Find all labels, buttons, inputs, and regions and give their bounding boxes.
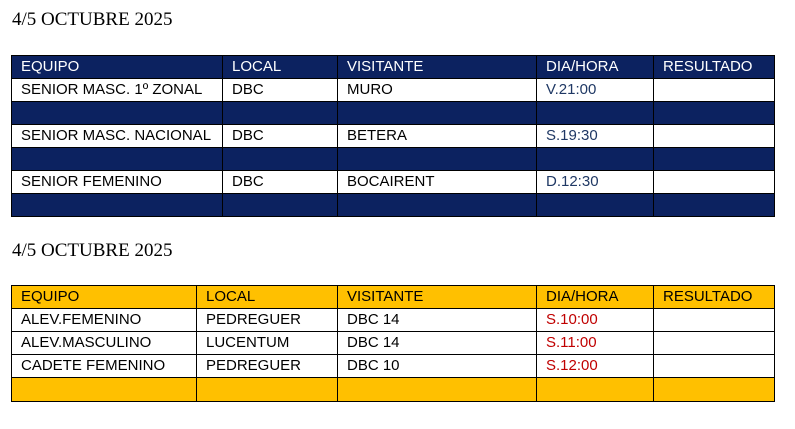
table-row: [12, 125, 775, 148]
cell-resultado: [654, 79, 775, 102]
column-header-resultado: RESULTADO: [654, 56, 775, 79]
separator-row: [12, 148, 775, 171]
cell-dia-hora: S.12:00: [537, 355, 654, 378]
cell-equipo: ALEV.FEMENINO: [12, 309, 197, 332]
table-row: [12, 309, 775, 332]
cell-local: DBC: [223, 79, 338, 102]
section-heading-1: 4/5 OCTUBRE 2025: [12, 9, 173, 30]
separator-row: [12, 102, 775, 125]
column-header-visitante: VISITANTE: [338, 56, 537, 79]
cell-local: PEDREGUER: [197, 355, 338, 378]
cell-local: DBC: [223, 125, 338, 148]
cell-dia-hora: S.10:00: [537, 309, 654, 332]
table-row: [12, 332, 775, 355]
column-header-dia-hora: DIA/HORA: [537, 286, 654, 309]
cell-equipo: ALEV.MASCULINO: [12, 332, 197, 355]
cell-visitante: DBC 10: [338, 355, 537, 378]
cell-visitante: DBC 14: [338, 309, 537, 332]
cell-local: PEDREGUER: [197, 309, 338, 332]
section-heading-2: 4/5 OCTUBRE 2025: [12, 240, 173, 261]
schedule-table-base: [11, 285, 775, 402]
table-row: [12, 79, 775, 102]
cell-dia-hora: S.19:30: [537, 125, 654, 148]
cell-equipo: SENIOR MASC. NACIONAL: [12, 125, 223, 148]
cell-dia-hora: D.12:30: [537, 171, 654, 194]
cell-resultado: [654, 125, 775, 148]
column-header-equipo: EQUIPO: [12, 56, 223, 79]
column-header-visitante: VISITANTE: [338, 286, 537, 309]
cell-dia-hora: S.11:00: [537, 332, 654, 355]
table-row: [12, 171, 775, 194]
table-row: [12, 355, 775, 378]
column-header-resultado: RESULTADO: [654, 286, 775, 309]
cell-resultado: [654, 355, 775, 378]
cell-equipo: SENIOR FEMENINO: [12, 171, 223, 194]
cell-local: DBC: [223, 171, 338, 194]
cell-equipo: CADETE FEMENINO: [12, 355, 197, 378]
cell-visitante: DBC 14: [338, 332, 537, 355]
column-header-equipo: EQUIPO: [12, 286, 197, 309]
cell-visitante: BOCAIRENT: [338, 171, 537, 194]
column-header-local: LOCAL: [197, 286, 338, 309]
separator-row: [12, 194, 775, 217]
separator-row: [12, 378, 775, 402]
cell-visitante: MURO: [338, 79, 537, 102]
cell-resultado: [654, 332, 775, 355]
cell-dia-hora: V.21:00: [537, 79, 654, 102]
cell-resultado: [654, 171, 775, 194]
cell-resultado: [654, 309, 775, 332]
table-header-row: [12, 286, 775, 309]
cell-local: LUCENTUM: [197, 332, 338, 355]
cell-equipo: SENIOR MASC. 1º ZONAL: [12, 79, 223, 102]
schedule-table-senior: [11, 55, 775, 217]
table-header-row: [12, 56, 775, 79]
cell-visitante: BETERA: [338, 125, 537, 148]
column-header-dia-hora: DIA/HORA: [537, 56, 654, 79]
column-header-local: LOCAL: [223, 56, 338, 79]
